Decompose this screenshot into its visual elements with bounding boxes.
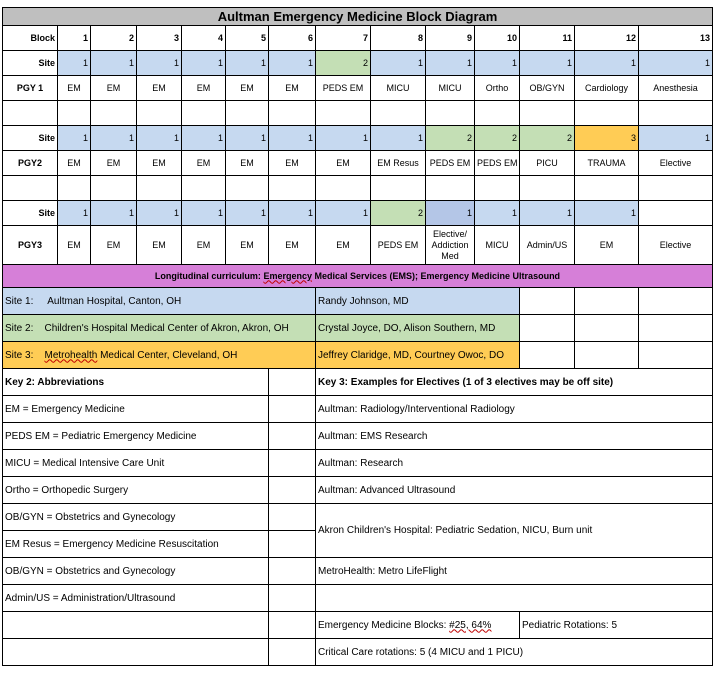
site-cell: 1 <box>58 201 91 226</box>
pgy3-site-row <box>3 201 713 226</box>
block-number: 3 <box>137 26 182 51</box>
abbreviation-item: OB/GYN = Obstetrics and Gynecology <box>3 558 269 585</box>
empty-cell <box>316 585 713 612</box>
site-2-name: Children's Hospital Medical Center of Akron, Akron, OH <box>44 322 289 334</box>
site-cell: 1 <box>226 201 269 226</box>
rotation-cell: Elective <box>639 151 713 176</box>
site-cell: 2 <box>520 126 575 151</box>
longitudinal-prefix: Longitudinal curriculum: <box>154 270 261 281</box>
peds-rotations-summary: Pediatric Rotations: 5 <box>520 612 713 639</box>
abbreviation-item: EM = Emergency Medicine <box>3 396 269 423</box>
empty-cell <box>520 288 575 315</box>
site-cell: 2 <box>371 201 426 226</box>
block-number: 5 <box>226 26 269 51</box>
abbreviation-item: EM Resus = Emergency Medicine Resuscitation <box>3 531 269 558</box>
rotation-cell: EM <box>575 226 639 265</box>
rotation-cell: EM <box>137 151 182 176</box>
pgy3-rotation-row <box>3 226 713 265</box>
rotation-cell: TRAUMA <box>575 151 639 176</box>
rotation-cell: MICU <box>475 226 520 265</box>
site-cell: 1 <box>316 126 371 151</box>
site-cell: 1 <box>137 51 182 76</box>
site-cell: 1 <box>91 126 137 151</box>
rotation-cell: Admin/US <box>520 226 575 265</box>
site-1-name: Aultman Hospital, Canton, OH <box>47 295 182 307</box>
rotation-cell: EM <box>58 151 91 176</box>
block-number: 2 <box>91 26 137 51</box>
empty-cell <box>269 477 316 504</box>
empty-cell <box>269 558 316 585</box>
block-number: 13 <box>639 26 713 51</box>
rotation-cell: EM <box>58 76 91 101</box>
spacer-row <box>3 101 713 126</box>
rotation-cell: Anesthesia <box>639 76 713 101</box>
site-cell: 1 <box>520 51 575 76</box>
page-title: Aultman Emergency Medicine Block Diagram <box>3 8 713 26</box>
rotation-cell: Cardiology <box>575 76 639 101</box>
keys-row <box>3 585 713 612</box>
site-cell: 1 <box>316 201 371 226</box>
block-number: 6 <box>269 26 316 51</box>
empty-cell <box>269 423 316 450</box>
key3-title: Key 3: Examples for Electives (1 of 3 electives may be off site) <box>316 369 713 396</box>
site-cell: 1 <box>575 51 639 76</box>
rotation-cell: EM <box>91 76 137 101</box>
site-3-cell <box>3 342 316 369</box>
site-legend-row <box>3 315 713 342</box>
rotation-cell: EM Resus <box>371 151 426 176</box>
em-blocks-label: Emergency Medicine Blocks: <box>318 619 447 631</box>
site-cell: 1 <box>475 51 520 76</box>
keys-row <box>3 423 713 450</box>
keys-row <box>3 396 713 423</box>
site-cell: 1 <box>575 201 639 226</box>
rotation-cell: MICU <box>426 76 475 101</box>
block-diagram-sheet <box>2 7 712 666</box>
site-1-label: Site 1: <box>5 295 34 307</box>
empty-cell <box>269 585 316 612</box>
site-2-cell <box>3 315 316 342</box>
site-cell: 1 <box>58 126 91 151</box>
keys-row <box>3 504 713 531</box>
keys-row <box>3 477 713 504</box>
site-cell: 1 <box>269 126 316 151</box>
elective-item: Aultman: EMS Research <box>316 423 713 450</box>
site-3-director: Jeffrey Claridge, MD, Courtney Owoc, DO <box>316 342 520 369</box>
site-cell: 2 <box>475 126 520 151</box>
summary-row <box>3 612 713 639</box>
empty-cell <box>575 342 639 369</box>
rotation-cell: EM <box>182 226 226 265</box>
site-cell: 1 <box>520 201 575 226</box>
rotation-cell: EM <box>137 226 182 265</box>
rotation-cell: EM <box>316 226 371 265</box>
pgy1-rotation-row <box>3 76 713 101</box>
block-number: 11 <box>520 26 575 51</box>
site-cell: 1 <box>91 201 137 226</box>
rotation-cell: PEDS EM <box>475 151 520 176</box>
summary-row <box>3 639 713 666</box>
pgy2-site-row <box>3 126 713 151</box>
site-cell: 1 <box>639 51 713 76</box>
empty-cell <box>269 396 316 423</box>
rotation-cell: EM <box>226 76 269 101</box>
rotation-cell: Elective <box>639 226 713 265</box>
site-cell: 1 <box>58 51 91 76</box>
site-cell: 1 <box>371 51 426 76</box>
rotation-cell: EM <box>58 226 91 265</box>
empty-cell <box>639 342 713 369</box>
site-legend-row <box>3 288 713 315</box>
site-cell: 1 <box>639 126 713 151</box>
block-number: 8 <box>371 26 426 51</box>
rotation-cell: PICU <box>520 151 575 176</box>
rotation-cell: EM <box>226 151 269 176</box>
site-cell: 3 <box>575 126 639 151</box>
block-label: Block <box>3 26 58 51</box>
site-legend-row <box>3 342 713 369</box>
empty-cell <box>575 288 639 315</box>
block-number: 4 <box>182 26 226 51</box>
site-2-director: Crystal Joyce, DO, Alison Southern, MD <box>316 315 520 342</box>
block-number: 12 <box>575 26 639 51</box>
empty-cell <box>575 315 639 342</box>
empty-cell <box>269 450 316 477</box>
abbreviation-item: PEDS EM = Pediatric Emergency Medicine <box>3 423 269 450</box>
em-blocks-summary <box>316 612 520 639</box>
pgy1-label: PGY 1 <box>3 76 58 101</box>
elective-item: Aultman: Radiology/Interventional Radiology <box>316 396 713 423</box>
site-label: Site <box>3 201 58 226</box>
site-cell: 1 <box>226 51 269 76</box>
rotation-cell: PEDS EM <box>426 151 475 176</box>
pgy3-label: PGY3 <box>3 226 58 265</box>
key2-title: Key 2: Abbreviations <box>3 369 269 396</box>
empty-cell <box>520 315 575 342</box>
site-cell: 1 <box>475 201 520 226</box>
rotation-cell: EM <box>269 151 316 176</box>
site-cell: 1 <box>137 126 182 151</box>
empty-cell <box>269 369 316 396</box>
rotation-cell: EM <box>91 151 137 176</box>
site-cell: 1 <box>91 51 137 76</box>
rotation-cell: PEDS EM <box>371 226 426 265</box>
pgy2-label: PGY2 <box>3 151 58 176</box>
rotation-cell: EM <box>182 76 226 101</box>
site-3-name-rest: Medical Center, Cleveland, OH <box>97 349 238 361</box>
site-cell: 1 <box>269 201 316 226</box>
longitudinal-rest: Medical Services (EMS); Emergency Medicine Ultrasound <box>314 270 561 281</box>
site-label: Site <box>3 51 58 76</box>
pgy2-rotation-row <box>3 151 713 176</box>
longitudinal-emergency-word: Emergency <box>263 270 312 281</box>
rotation-cell: MICU <box>371 76 426 101</box>
site-3-label: Site 3: <box>5 349 34 361</box>
empty-cell <box>269 531 316 558</box>
rotation-cell: EM <box>226 226 269 265</box>
site-cell: 1 <box>426 201 475 226</box>
empty-cell <box>269 504 316 531</box>
spacer-row <box>3 176 713 201</box>
site-cell: 1 <box>226 126 269 151</box>
longitudinal-curriculum-banner <box>3 265 713 288</box>
site-cell: 1 <box>137 201 182 226</box>
site-cell: 1 <box>182 126 226 151</box>
elective-item: Aultman: Research <box>316 450 713 477</box>
block-row <box>3 26 713 51</box>
rotation-cell: EM <box>269 76 316 101</box>
abbreviation-item: Admin/US = Administration/Ultrasound <box>3 585 269 612</box>
site-cell: 1 <box>182 201 226 226</box>
site-cell: 1 <box>182 51 226 76</box>
empty-cell <box>3 612 269 639</box>
block-number: 10 <box>475 26 520 51</box>
site-label: Site <box>3 126 58 151</box>
rotation-cell: EM <box>269 226 316 265</box>
empty-cell <box>269 639 316 666</box>
rotation-cell: Elective/ Addiction Med <box>426 226 475 265</box>
site-cell: 1 <box>269 51 316 76</box>
abbreviation-item: Ortho = Orthopedic Surgery <box>3 477 269 504</box>
critical-care-summary: Critical Care rotations: 5 (4 MICU and 1 PICU) <box>316 639 713 666</box>
site-cell: 1 <box>371 126 426 151</box>
empty-cell <box>3 639 269 666</box>
site-cell: 2 <box>426 126 475 151</box>
rotation-cell: EM <box>182 151 226 176</box>
site-1-director: Randy Johnson, MD <box>316 288 520 315</box>
rotation-cell: OB/GYN <box>520 76 575 101</box>
rotation-cell: Ortho <box>475 76 520 101</box>
empty-cell <box>520 342 575 369</box>
empty-cell <box>639 288 713 315</box>
keys-header-row <box>3 369 713 396</box>
keys-row <box>3 558 713 585</box>
empty-cell <box>639 315 713 342</box>
site-cell: 2 <box>316 51 371 76</box>
site-2-label: Site 2: <box>5 322 34 334</box>
elective-item: Aultman: Advanced Ultrasound <box>316 477 713 504</box>
block-number: 7 <box>316 26 371 51</box>
empty-cell <box>269 612 316 639</box>
elective-item: MetroHealth: Metro LifeFlight <box>316 558 713 585</box>
site-cell <box>639 201 713 226</box>
block-number: 1 <box>58 26 91 51</box>
abbreviation-item: OB/GYN = Obstetrics and Gynecology <box>3 504 269 531</box>
rotation-cell: EM <box>137 76 182 101</box>
abbreviation-item: MICU = Medical Intensive Care Unit <box>3 450 269 477</box>
rotation-cell: PEDS EM <box>316 76 371 101</box>
site-3-name-underlined: Metrohealth <box>44 349 98 361</box>
site-1-cell <box>3 288 316 315</box>
keys-row <box>3 450 713 477</box>
elective-item: Akron Children's Hospital: Pediatric Sedation, NICU, Burn unit <box>316 504 713 558</box>
em-blocks-value: #25, 64% <box>449 619 492 631</box>
block-diagram-table <box>2 7 713 666</box>
block-number: 9 <box>426 26 475 51</box>
rotation-cell: EM <box>316 151 371 176</box>
pgy1-site-row <box>3 51 713 76</box>
rotation-cell: EM <box>91 226 137 265</box>
site-cell: 1 <box>426 51 475 76</box>
